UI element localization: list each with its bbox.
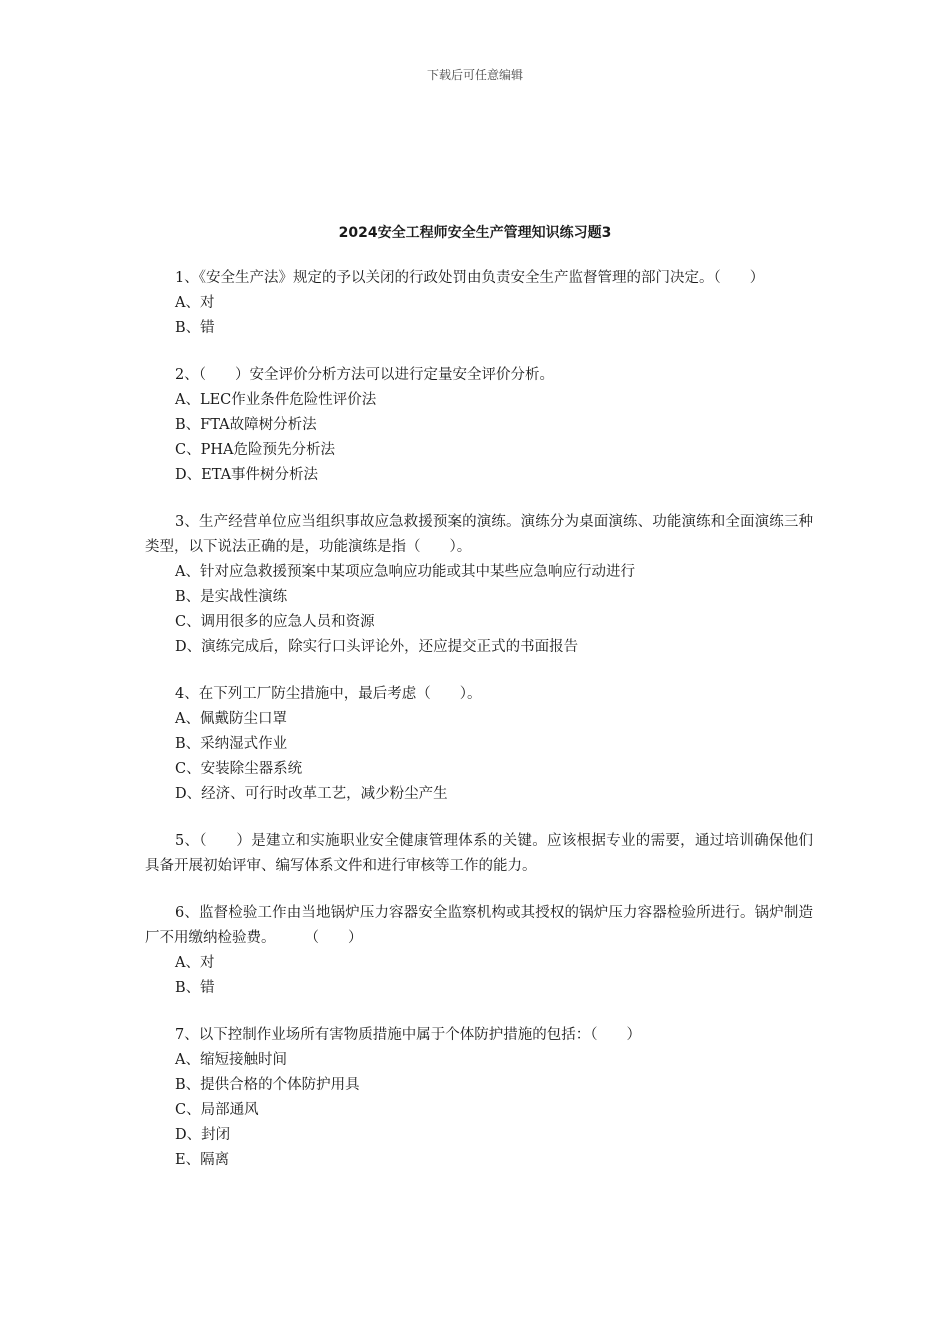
question-2 [145,363,813,488]
option-a: A、对 [175,295,215,311]
option-b: B、错 [175,320,215,336]
option-b: B、采纳湿式作业 [175,736,288,752]
question-1 [145,266,813,341]
question-list [145,266,813,1195]
option-a: A、针对应急救援预案中某项应急响应功能或其中某些应急响应行动进行 [175,564,635,580]
option-c: C、调用很多的应急人员和资源 [175,614,375,630]
question-3 [145,510,813,660]
option-a: A、对 [175,955,215,971]
option-b: B、是实战性演练 [175,589,288,605]
option-d: D、经济、可行时改革工艺，减少粉尘产生 [175,786,448,802]
option-d: D、封闭 [175,1127,231,1143]
question-7 [145,1023,813,1173]
question-text: 1、《安全生产法》规定的予以关闭的行政处罚由负责安全生产监督管理的部门决定。（ ） [175,270,765,286]
option-a: A、LEC作业条件危险性评价法 [175,392,377,408]
document-title: 2024安全工程师安全生产管理知识练习题3 [338,225,612,241]
question-text: 2、（ ）安全评价分析方法可以进行定量安全评价分析。 [175,367,554,383]
option-d: D、演练完成后，除实行口头评论外，还应提交正式的书面报告 [175,639,579,655]
option-d: D、ETA事件树分析法 [175,467,319,483]
option-c: C、PHA危险预先分析法 [175,442,335,458]
page-header-note: 下载后可任意编辑 [426,68,523,82]
question-text: 4、在下列工厂防尘措施中，最后考虑（ ）。 [175,686,482,702]
option-c: C、安装除尘器系统 [175,761,303,777]
question-5 [145,829,813,879]
question-text: 3、生产经营单位应当组织事故应急救援预案的演练。演练分为桌面演练、功能演练和全面演练三种类型，以下说法正确的是，功能演练是指（ ）。 [145,514,813,555]
option-a: A、佩戴防尘口罩 [175,711,287,727]
option-c: C、局部通风 [175,1102,259,1118]
option-b: B、提供合格的个体防护用具 [175,1077,360,1093]
option-b: B、FTA故障树分析法 [175,417,317,433]
question-text: 5、（ ）是建立和实施职业安全健康管理体系的关键。应该根据专业的需要，通过培训确保他们具备开展初始评审、编写体系文件和进行审核等工作的能力。 [145,833,813,874]
question-6 [145,901,813,1001]
question-4 [145,682,813,807]
option-a: A、缩短接触时间 [175,1052,287,1068]
option-e: E、隔离 [175,1152,230,1168]
option-b: B、错 [175,980,215,996]
question-text: 7、以下控制作业场所有害物质措施中属于个体防护措施的包括：（ ） [175,1027,641,1043]
question-text: 6、监督检验工作由当地锅炉压力容器安全监察机构或其授权的锅炉压力容器检验所进行。锅炉制造厂不用缴纳检验费。 （ ） [145,905,813,946]
